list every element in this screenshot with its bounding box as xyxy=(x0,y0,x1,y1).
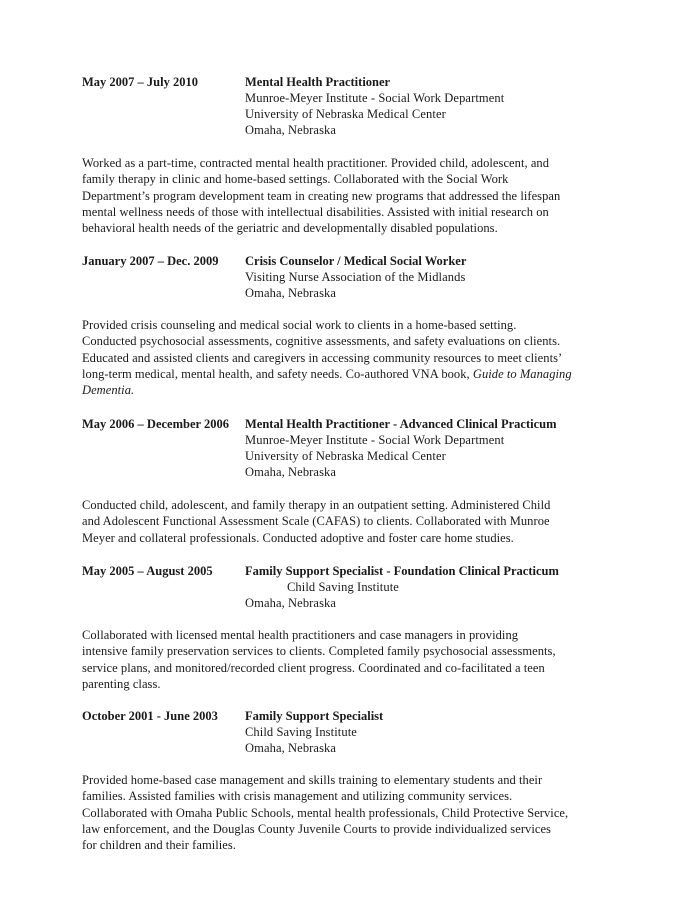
entry-location: Omaha, Nebraska xyxy=(245,596,337,611)
entry-description-2 xyxy=(82,317,642,398)
entry-location: Omaha, Nebraska xyxy=(245,123,337,138)
book-title-continued: Dementia. xyxy=(82,383,135,398)
description-line: Provided crisis counseling and medical social work to clients in a home-based setting. xyxy=(82,318,517,332)
entry-description-1 xyxy=(82,155,642,236)
entry-dates: May 2006 – December 2006 xyxy=(82,417,229,431)
entry-location: Omaha, Nebraska xyxy=(245,465,337,480)
entry-org-line: Munroe-Meyer Institute - Social Work Department xyxy=(245,91,505,105)
entry-org-line: University of Nebraska Medical Center xyxy=(245,107,446,122)
description-line: intensive family preservation services to clients. Completed family psychosocial assessments, xyxy=(82,644,556,659)
description-line: mental wellness needs of those with intellectual disabilities. Assisted with initial research on xyxy=(82,204,549,219)
description-line: Educated and assisted clients and caregivers in accessing community resources to meet clients’ xyxy=(82,350,563,365)
experience-entry-4 xyxy=(82,563,642,611)
description-line: law enforcement, and the Douglas County Juvenile Courts to provide individualized services xyxy=(82,821,551,836)
description-line: Provided home-based case management and skills training to elementary students and their xyxy=(82,773,543,787)
entry-org-line: Munroe-Meyer Institute - Social Work Department xyxy=(245,433,505,447)
description-line xyxy=(82,382,642,398)
entry-location: Omaha, Nebraska xyxy=(245,741,337,756)
experience-entry-2 xyxy=(82,253,642,301)
description-line: service plans, and monitored/recorded client progress. Coordinated and co-facilitated a teen xyxy=(82,660,545,675)
entry-job-title: Mental Health Practitioner - Advanced Clinical Practicum xyxy=(245,417,557,431)
description-line: Conducted child, adolescent, and family therapy in an outpatient setting. Administered Child xyxy=(82,498,551,512)
entry-org-line: University of Nebraska Medical Center xyxy=(245,449,446,464)
entry-dates: May 2005 – August 2005 xyxy=(82,564,213,578)
description-line: Worked as a part-time, contracted mental health practitioner. Provided child, adolescent, and xyxy=(82,156,550,170)
description-line: Meyer and collateral professionals. Conducted adoptive and foster care home studies. xyxy=(82,530,514,545)
description-line: behavioral health needs of the geriatric and developmentally disabled populations. xyxy=(82,221,498,236)
entry-location: Omaha, Nebraska xyxy=(245,286,337,301)
entry-org-line: Visiting Nurse Association of the Midlands xyxy=(245,270,466,284)
description-text: long-term medical, mental health, and safety needs. Co-authored VNA book, xyxy=(82,366,473,381)
entry-org-line: Child Saving Institute xyxy=(245,725,357,739)
description-line: parenting class. xyxy=(82,676,161,691)
entry-description-4 xyxy=(82,627,642,692)
description-line: and Adolescent Functional Assessment Scale (CAFAS) to clients. Collaborated with Munroe xyxy=(82,514,550,529)
entry-description-3 xyxy=(82,497,642,546)
experience-entry-1 xyxy=(82,74,642,139)
book-title: Guide to Managing xyxy=(472,366,572,381)
entry-dates: January 2007 – Dec. 2009 xyxy=(82,254,219,268)
entry-job-title: Mental Health Practitioner xyxy=(245,75,391,89)
entry-job-title: Crisis Counselor / Medical Social Worker xyxy=(245,254,467,268)
entry-description-5 xyxy=(82,772,642,853)
entry-job-title: Family Support Specialist xyxy=(245,709,384,723)
description-line: families. Assisted families with crisis management and utilizing community services. xyxy=(82,789,513,804)
entry-dates: October 2001 - June 2003 xyxy=(82,709,218,723)
experience-entry-5 xyxy=(82,708,642,756)
entry-org-line: Child Saving Institute xyxy=(287,580,399,594)
description-line xyxy=(82,366,642,382)
description-line: Collaborated with Omaha Public Schools, mental health professionals, Child Protective Service, xyxy=(82,805,569,820)
description-line: family therapy in clinic and home-based settings. Collaborated with the Social Work xyxy=(82,172,509,187)
description-line: for children and their families. xyxy=(82,838,236,853)
experience-entry-3 xyxy=(82,416,642,481)
entry-dates: May 2007 – July 2010 xyxy=(82,75,198,89)
description-line: Department’s program development team in creating new programs that addressed the lifespan xyxy=(82,188,561,203)
entry-job-title: Family Support Specialist - Foundation Clinical Practicum xyxy=(245,564,559,578)
description-line: Conducted psychosocial assessments, cognitive assessments, and safety evaluations on clients. xyxy=(82,334,561,349)
description-line: Collaborated with licensed mental health practitioners and case managers in providing xyxy=(82,628,519,642)
